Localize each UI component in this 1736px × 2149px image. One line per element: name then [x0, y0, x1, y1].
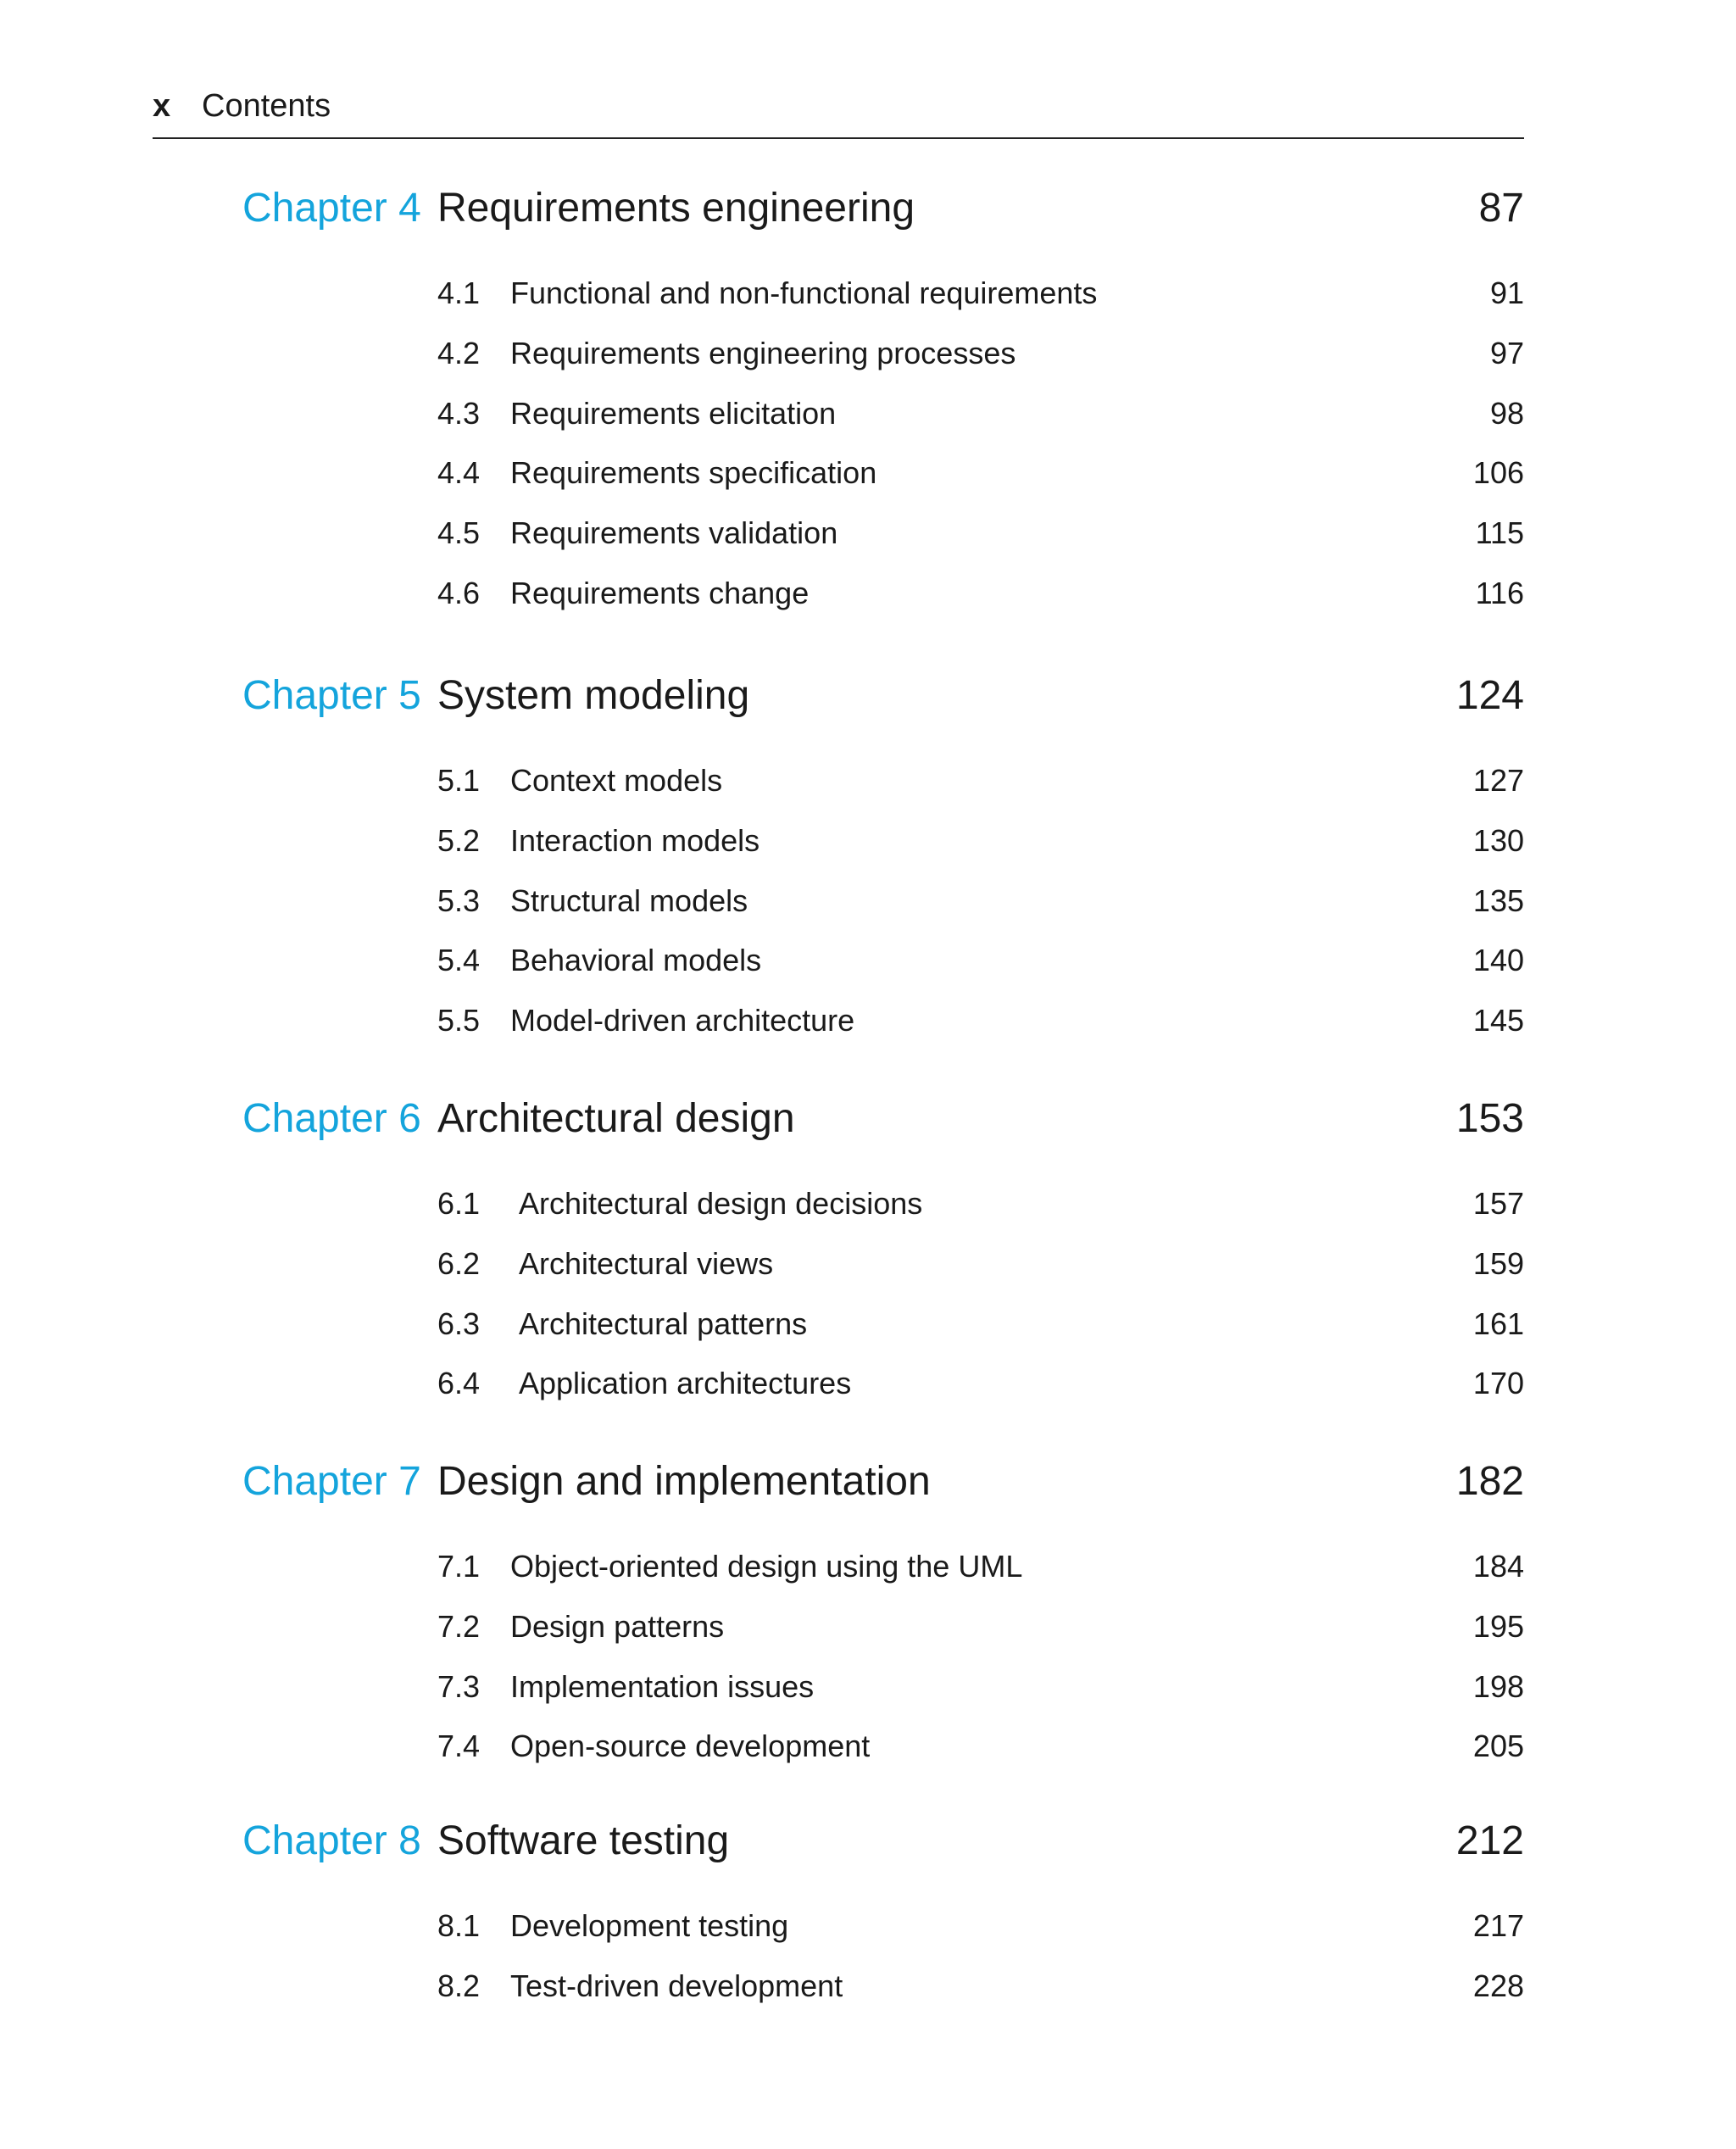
section-title: Development testing: [510, 1908, 789, 1943]
chapter-entry[interactable]: [242, 185, 1524, 236]
chapter-label: Chapter 7: [242, 1459, 421, 1504]
section-page: 184: [1472, 1549, 1524, 1584]
section-page: 91: [1489, 276, 1524, 310]
section-title: Requirements specification: [510, 455, 877, 490]
section-page: 195: [1472, 1609, 1524, 1644]
section-entry[interactable]: [437, 1186, 1524, 1223]
section-number: 5.3: [437, 883, 481, 918]
chapter-title: Requirements engineering: [437, 186, 915, 231]
section-title: Object-oriented design using the UML: [510, 1549, 1023, 1584]
chapter-entry[interactable]: [242, 672, 1524, 723]
section-page: 205: [1472, 1729, 1524, 1763]
section-page: 161: [1472, 1306, 1524, 1341]
section-entry[interactable]: [437, 763, 1524, 800]
section-number: 8.1: [437, 1908, 481, 1943]
section-number: 7.1: [437, 1549, 481, 1584]
section-entry[interactable]: [437, 336, 1524, 373]
section-entry[interactable]: [437, 1306, 1524, 1344]
section-entry[interactable]: [437, 823, 1524, 860]
section-number: 4.2: [437, 336, 481, 370]
section-page: 157: [1472, 1186, 1524, 1221]
section-entry[interactable]: [437, 1003, 1524, 1040]
section-entry[interactable]: [437, 943, 1524, 980]
section-entry[interactable]: [437, 883, 1524, 921]
section-number: 5.1: [437, 763, 481, 798]
section-page: 135: [1472, 883, 1524, 918]
section-page: 159: [1472, 1246, 1524, 1281]
section-page: 98: [1489, 396, 1524, 431]
section-number: 7.2: [437, 1609, 481, 1644]
section-title: Requirements elicitation: [510, 396, 837, 431]
section-title: Functional and non-functional requirements: [510, 276, 1098, 310]
section-number: 8.2: [437, 1968, 481, 2003]
section-page: 170: [1472, 1366, 1524, 1400]
section-entry[interactable]: [437, 1968, 1524, 2006]
section-title: Application architectures: [519, 1366, 852, 1400]
section-entry[interactable]: [437, 1549, 1524, 1586]
running-header: [153, 85, 1524, 139]
section-title: Requirements change: [510, 576, 810, 610]
section-number: 5.5: [437, 1003, 481, 1038]
section-page: 145: [1472, 1003, 1524, 1038]
running-title: Contents: [202, 88, 331, 124]
section-page: 116: [1475, 576, 1524, 610]
chapter-page: 124: [1455, 673, 1524, 718]
chapter-page: 153: [1455, 1096, 1524, 1141]
chapter-page: 182: [1455, 1459, 1524, 1504]
chapter-title: Design and implementation: [437, 1459, 931, 1504]
section-title: Behavioral models: [510, 943, 762, 977]
section-title: Structural models: [510, 883, 748, 918]
chapter-title: System modeling: [437, 673, 750, 718]
page-folio: x: [153, 88, 171, 124]
chapter-label: Chapter 8: [242, 1818, 421, 1863]
chapter-label: Chapter 4: [242, 186, 421, 231]
section-entry[interactable]: [437, 276, 1524, 313]
section-page: 198: [1472, 1669, 1524, 1704]
section-page: 228: [1472, 1968, 1524, 2003]
section-title: Test-driven development: [510, 1968, 843, 2003]
chapter-entry[interactable]: [242, 1458, 1524, 1509]
section-number: 6.4: [437, 1366, 481, 1400]
section-page: 97: [1489, 336, 1524, 370]
chapter-title: Architectural design: [437, 1096, 795, 1141]
section-title: Design patterns: [510, 1609, 725, 1644]
section-title: Requirements engineering processes: [510, 336, 1016, 370]
chapter-title: Software testing: [437, 1818, 730, 1863]
chapter-label: Chapter 5: [242, 673, 421, 718]
section-entry[interactable]: [437, 576, 1524, 613]
section-title: Open-source development: [510, 1729, 871, 1763]
section-entry[interactable]: [437, 396, 1524, 433]
section-number: 6.2: [437, 1246, 481, 1281]
section-title: Interaction models: [510, 823, 760, 858]
section-entry[interactable]: [437, 1366, 1524, 1403]
section-title: Implementation issues: [510, 1669, 815, 1704]
section-number: 5.4: [437, 943, 481, 977]
section-title: Context models: [510, 763, 723, 798]
section-entry[interactable]: [437, 1729, 1524, 1766]
chapter-page: 212: [1455, 1818, 1524, 1863]
section-number: 4.3: [437, 396, 481, 431]
section-entry[interactable]: [437, 1669, 1524, 1706]
section-entry[interactable]: [437, 1246, 1524, 1283]
section-number: 6.1: [437, 1186, 481, 1221]
section-title: Architectural patterns: [519, 1306, 808, 1341]
section-number: 4.4: [437, 455, 481, 490]
section-entry[interactable]: [437, 1908, 1524, 1946]
section-number: 4.1: [437, 276, 481, 310]
section-number: 5.2: [437, 823, 481, 858]
chapter-entry[interactable]: [242, 1095, 1524, 1146]
section-number: 4.5: [437, 515, 481, 550]
chapter-label: Chapter 6: [242, 1096, 421, 1141]
section-title: Architectural views: [519, 1246, 774, 1281]
section-page: 140: [1472, 943, 1524, 977]
section-number: 6.3: [437, 1306, 481, 1341]
chapter-entry[interactable]: [242, 1818, 1524, 1868]
section-entry[interactable]: [437, 455, 1524, 493]
section-title: Architectural design decisions: [519, 1186, 923, 1221]
section-number: 7.3: [437, 1669, 481, 1704]
section-page: 130: [1472, 823, 1524, 858]
section-title: Requirements validation: [510, 515, 838, 550]
section-page: 106: [1472, 455, 1524, 490]
section-number: 7.4: [437, 1729, 481, 1763]
section-title: Model-driven architecture: [510, 1003, 855, 1038]
section-page: 115: [1475, 515, 1524, 550]
section-entry[interactable]: [437, 1609, 1524, 1646]
section-entry[interactable]: [437, 515, 1524, 553]
section-number: 4.6: [437, 576, 481, 610]
section-page: 217: [1472, 1908, 1524, 1943]
chapter-page: 87: [1478, 186, 1524, 231]
section-page: 127: [1472, 763, 1524, 798]
